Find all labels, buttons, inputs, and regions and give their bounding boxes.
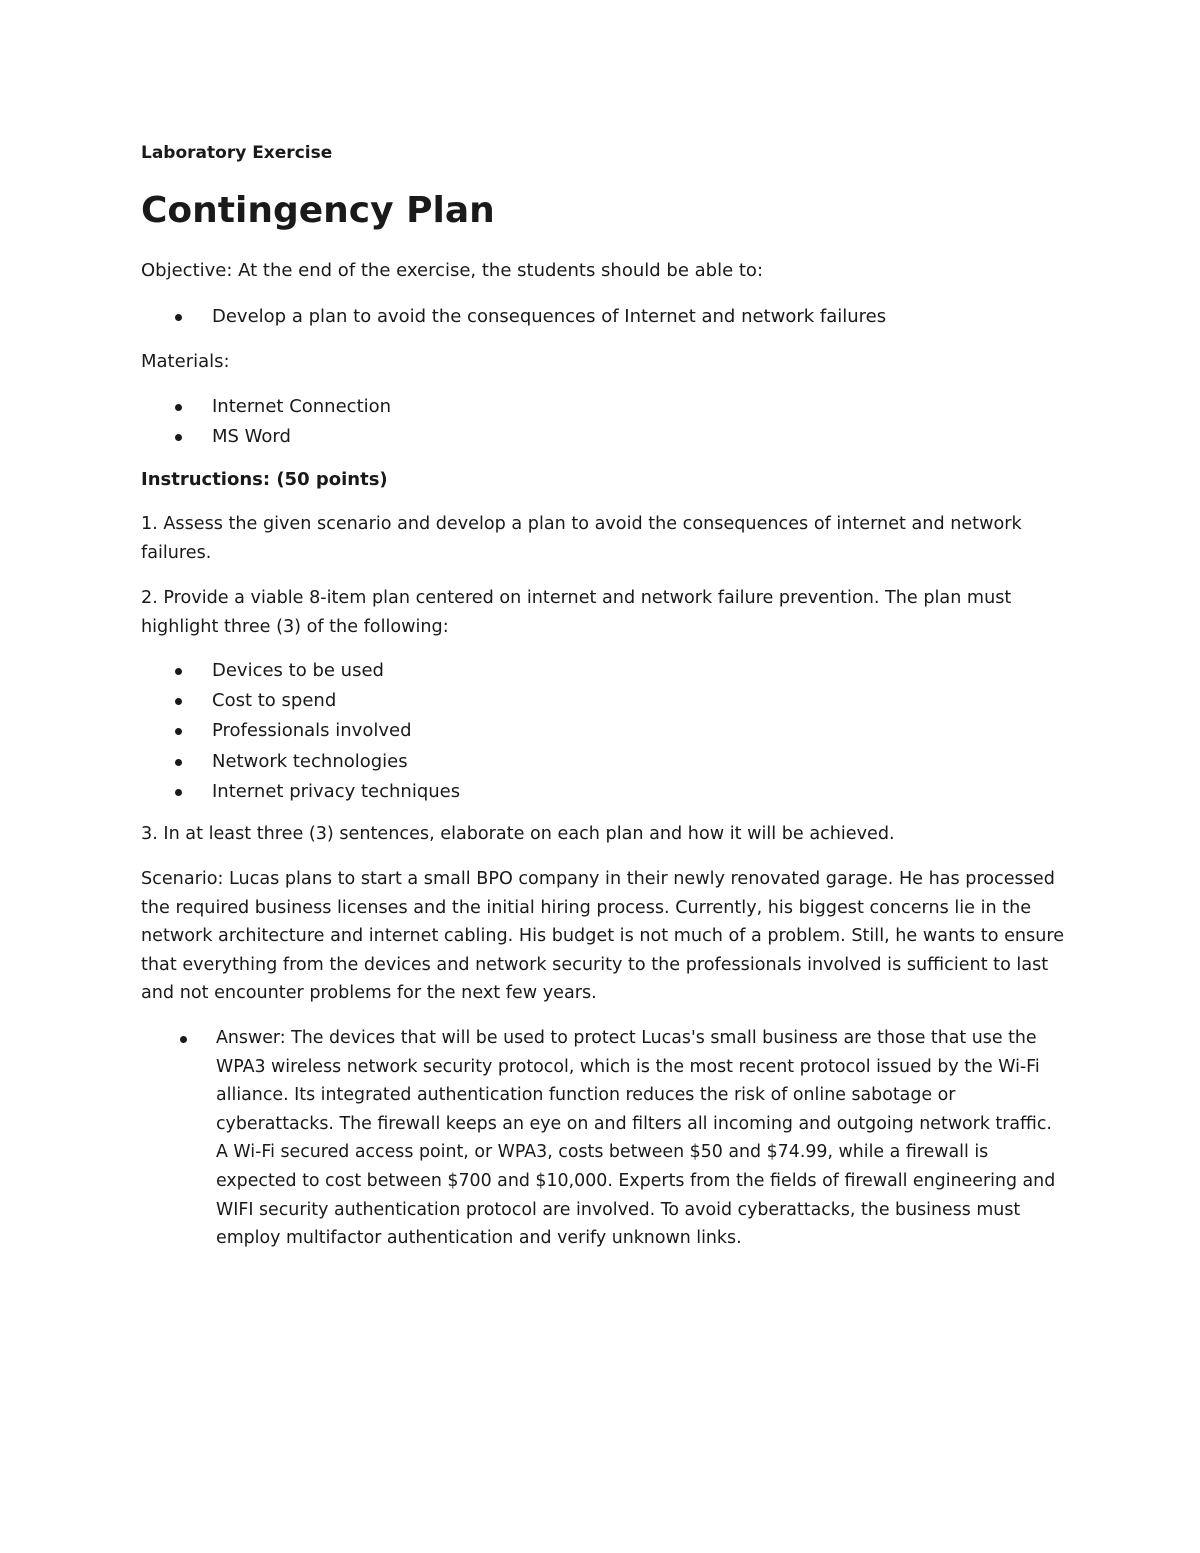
bullet-icon bbox=[175, 789, 182, 796]
list-item-text: Internet privacy techniques bbox=[212, 780, 461, 802]
bullet-icon bbox=[175, 698, 182, 705]
list-item bbox=[141, 656, 460, 686]
list-item bbox=[141, 302, 886, 332]
highlight-list bbox=[141, 656, 460, 807]
instructions-heading: Instructions: (50 points) bbox=[141, 469, 388, 490]
instruction-1: 1. Assess the given scenario and develop a plan to avoid the consequences of internet and network failures. bbox=[141, 514, 1022, 563]
bullet-icon bbox=[175, 434, 182, 441]
list-item bbox=[141, 747, 460, 777]
bullet-icon bbox=[175, 759, 182, 766]
list-item-text: Professionals involved bbox=[212, 720, 412, 742]
materials-list bbox=[141, 392, 391, 452]
list-item-text: Develop a plan to avoid the consequences of Internet and network failures bbox=[212, 306, 887, 327]
answer-block bbox=[141, 1024, 1071, 1253]
objective-line: Objective: At the end of the exercise, the students should be able to: bbox=[141, 260, 764, 281]
bullet-icon bbox=[175, 668, 182, 675]
answer-paragraph: Answer: The devices that will be used to protect Lucas's small business are those that use the WPA3 wireless network security protocol, which is the most recent protocol issued by the Wi-Fi alliance. Its integrated authentication function reduces the risk of online sabotage or cyberattacks. The firewall keeps an eye on and filters all incoming and outgoing network traffic. A Wi-Fi secured access point, or WPA3, costs between $50 and $74.99, while a firewall is expected to cost between $700 and $10,000. Experts from the fields of firewall engineering and WIFI security authentication protocol are involved. To avoid cyberattacks, the business must employ multifactor authentication and verify unknown links. bbox=[216, 1028, 1056, 1249]
list-item bbox=[141, 777, 460, 807]
list-item-text: Cost to spend bbox=[212, 690, 337, 712]
list-item-text: Devices to be used bbox=[212, 660, 384, 681]
instruction-3: 3. In at least three (3) sentences, elaborate on each plan and how it will be achieved. bbox=[141, 824, 895, 844]
materials-label: Materials: bbox=[141, 351, 230, 372]
scenario-paragraph: Scenario: Lucas plans to start a small BPO company in their newly renovated garage. He has processed the required business licenses and the initial hiring process. Currently, his biggest concerns lie in the network architecture and internet cabling. His budget is not much of a problem. Still, he wants to ensure that everything from the devices and network security to the professionals involved is sufficient to last and not encounter problems for the next few years. bbox=[141, 869, 1065, 1004]
list-item bbox=[141, 422, 391, 452]
objective-list bbox=[141, 302, 886, 332]
bullet-icon bbox=[175, 314, 182, 321]
list-item-text: Network technologies bbox=[212, 750, 408, 772]
bullet-icon bbox=[180, 1036, 187, 1043]
list-item-text: Internet Connection bbox=[212, 396, 392, 417]
bullet-icon bbox=[175, 728, 182, 735]
list-item bbox=[141, 392, 391, 422]
list-item bbox=[141, 686, 460, 716]
bullet-icon bbox=[175, 404, 182, 411]
instruction-2: 2. Provide a viable 8-item plan centered on internet and network failure prevention. The plan must highlight three (3) of the following: bbox=[141, 588, 1012, 637]
list-item-text: MS Word bbox=[212, 426, 291, 448]
document-title: Contingency Plan bbox=[141, 190, 495, 231]
document-eyebrow: Laboratory Exercise bbox=[141, 143, 333, 163]
list-item bbox=[141, 716, 460, 746]
